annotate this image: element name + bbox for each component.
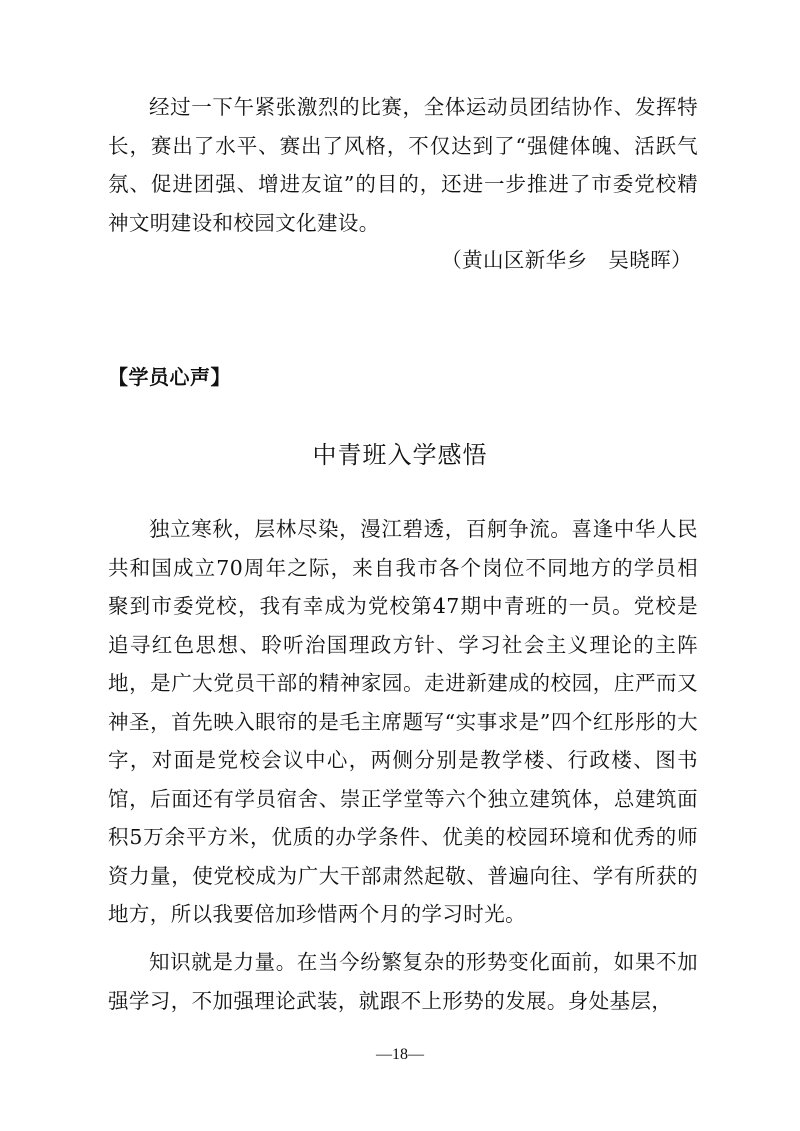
article-title: 中青班入学感悟 xyxy=(312,441,488,469)
page-number: —18— xyxy=(376,1046,424,1063)
article-paragraph: 知识就是力量。在当今纷繁复杂的形势变化面前，如果不加强学习，不加强理论武装，就跟不上形势的发展。身处基层， xyxy=(108,950,698,1013)
author-signature: （黄山区新华乡 吴晓晖） xyxy=(441,248,692,272)
previous-article-paragraph: 经过一下午紧张激烈的比赛，全体运动员团结协作、发挥特长，赛出了水平、赛出了风格，不仅达到了“强健体魄、活跃气氛、促进团强、增进友谊”的目的，还进一步推进了市委党校精神文明建设和校园文化建设。 xyxy=(108,95,698,235)
article-paragraph: 独立寒秋，层林尽染，漫江碧透，百舸争流。喜逢中华人民共和国成立70周年之际，来自我市各个岗位不同地方的学员相聚到市委党校，我有幸成为党校第47期中青班的一员。党校是追寻红色思想、聆听治国理政方针、学习社会主义理论的主阵地，是广大党员干部的精神家园。走进新建成的校园，庄严而又神圣，首先映入眼帘的是毛主席题写“实事求是”四个红彤彤的大字，对面是党校会议中心，两侧分别是教学楼、行政楼、图书馆，后面还有学员宿舍、崇正学堂等六个独立建筑体，总建筑面积5万余平方米，优质的办学条件、优美的校园环境和优秀的师资力量，使党校成为广大干部肃然起敬、普遍向往、学有所获的地方，所以我要倍加珍惜两个月的学习时光。 xyxy=(108,517,698,926)
section-heading: 【学员心声】 xyxy=(108,365,231,389)
